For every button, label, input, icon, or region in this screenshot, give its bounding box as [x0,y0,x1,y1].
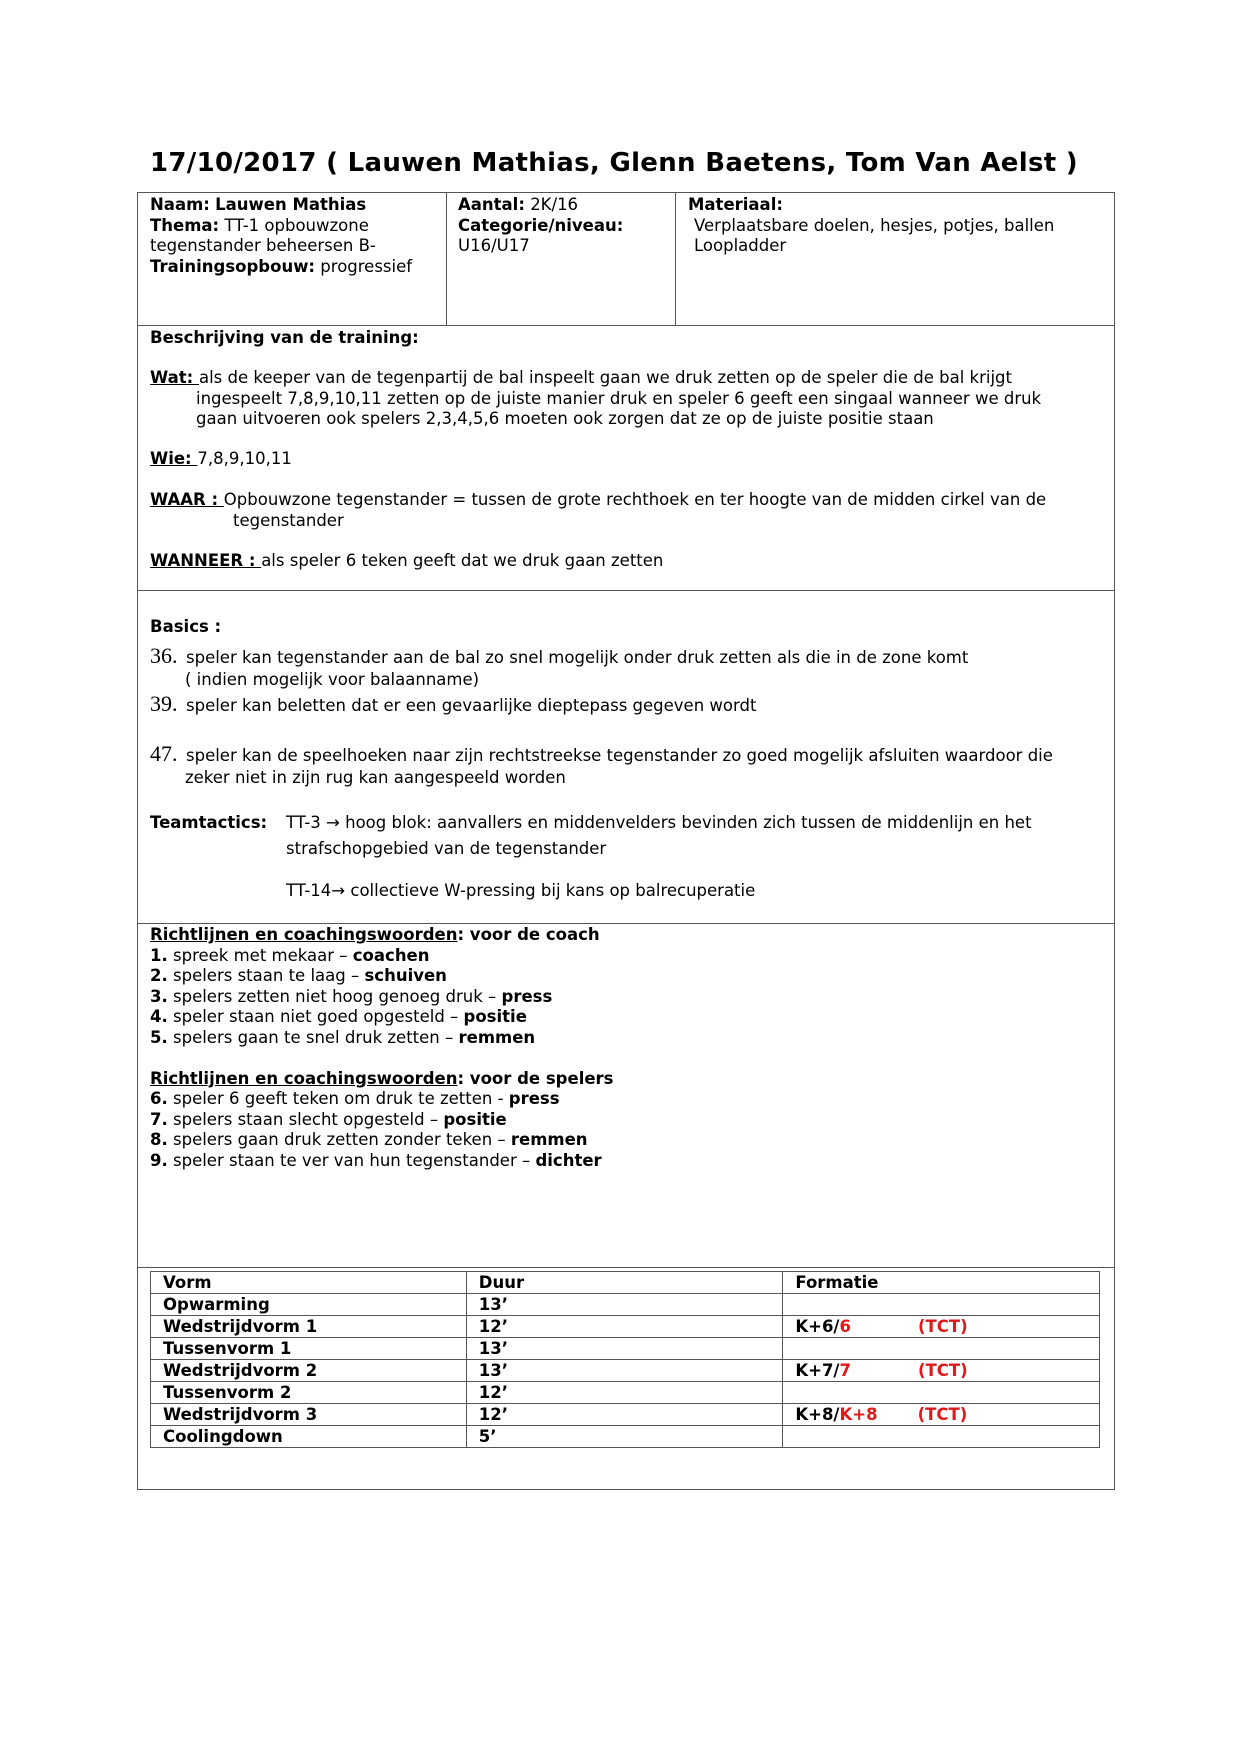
wanneer-label: WANNEER : [150,551,262,570]
formatie-base: K+8/ [795,1405,840,1424]
item-keyword: remmen [458,1027,536,1047]
cell-vorm: Wedstrijdvorm 3 [151,1404,467,1426]
list-item [150,966,447,987]
item-number: 7. [150,1109,168,1129]
table-row [151,1338,1100,1360]
wanneer-line [150,551,663,572]
cell-duur: 12’ [466,1382,783,1404]
cell-vorm: Wedstrijdvorm 2 [151,1360,467,1382]
cell-vorm: Opwarming [151,1294,467,1316]
list-item [150,946,430,967]
table-header-row [151,1272,1100,1294]
basics-heading: Basics : [150,617,222,636]
thema-value: TT-1 opbouwzone [224,215,369,235]
cell-formatie [783,1360,1100,1382]
naam-line [150,195,366,216]
header-duur: Duur [466,1272,783,1294]
table-row [151,1294,1100,1316]
item-text: spelers zetten niet hoog genoeg druk – [173,986,502,1006]
item-text: spelers gaan druk zetten zonder teken – [173,1130,511,1149]
divider [138,1267,1114,1268]
cell-formatie [783,1382,1100,1404]
cell-formatie [783,1316,1100,1338]
waar-line [150,490,1046,511]
categorie-label: Categorie/niveau: [458,215,624,235]
item-text: speler 6 geeft teken om druk te zetten - [173,1089,509,1108]
formatie-red: K+8 [839,1405,878,1424]
item-keyword: positie [463,1007,527,1026]
cell-duur: 5’ [466,1426,783,1448]
header-vorm: Vorm [151,1272,467,1294]
formatie-base: K+7/ [795,1361,840,1380]
wie-value: 7,8,9,10,11 [197,449,292,468]
item-keyword: press [508,1089,560,1108]
item-text: spelers staan te laag – [173,966,365,985]
thema-label: Thema: [150,215,220,235]
beschrijving-heading: Beschrijving van de training: [150,328,419,347]
item-number: 6. [150,1089,168,1108]
table-row [151,1316,1100,1338]
tt3-text-2: strafschopgebied van de tegenstander [286,839,607,858]
divider [138,923,1114,924]
cell-duur: 13’ [466,1338,783,1360]
item-keyword: dichter [535,1150,602,1170]
item-number: 9. [150,1150,168,1170]
materiaal-line-1: Verplaatsbare doelen, hesjes, potjes, ballen [694,215,1055,235]
item-number: 5. [150,1027,168,1047]
categorie-value: U16/U17 [458,236,530,255]
divider [446,193,447,325]
wie-label: Wie: [150,449,198,468]
item-keyword: positie [443,1109,507,1129]
tt14-text: TT-14→ collectieve W-pressing bij kans op balrecuperatie [286,881,756,900]
formatie-red: 6 [839,1317,851,1336]
item-number: 8. [150,1130,168,1149]
divider [138,590,1114,591]
item-keyword: press [501,986,553,1006]
item-text: speler staan niet goed opgesteld – [173,1007,464,1026]
divider [675,193,676,325]
materiaal-line-2: Loopladder [694,236,787,255]
cell-formatie [783,1404,1100,1426]
cell-vorm: Wedstrijdvorm 1 [151,1316,467,1338]
list-item [150,1151,602,1172]
teamtactics-label: Teamtactics: [150,813,268,832]
table-row [151,1426,1100,1448]
formatie-tag: (TCT) [917,1405,968,1424]
naam-label: Naam: [150,195,210,214]
basic-text-2: ( indien mogelijk voor balaanname) [185,670,480,689]
heading-underlined: Richtlijnen en coachingswoorden [150,925,458,944]
basic-number: 39. [150,691,178,716]
thema-line [150,216,369,237]
player-guidelines-heading [150,1069,614,1090]
waar-label: WAAR : [150,490,224,509]
basic-number: 47. [150,741,178,766]
wat-label: Wat: [150,368,199,387]
basic-text: speler kan beletten dat er een gevaarlijke dieptepass gegeven wordt [186,696,757,715]
tt3-text: TT-3 → hoog blok: aanvallers en middenvelders bevinden zich tussen de middenlijn en het [286,813,1032,832]
waar-text: Opbouwzone tegenstander = tussen de grote rechthoek en ter hoogte van de midden cirkel van de [223,490,1047,509]
wat-text-2: ingespeelt 7,8,9,10,11 zetten op de juiste manier druk en speler 6 geeft een singaal wanneer we druk [196,388,1042,408]
item-keyword: coachen [352,945,430,965]
cell-duur: 13’ [466,1294,783,1316]
formatie-tag: (TCT) [917,1317,968,1336]
cell-duur: 12’ [466,1404,783,1426]
list-item [150,1089,560,1110]
basic-number: 36. [150,643,178,668]
header-formatie: Formatie [783,1272,1100,1294]
list-item [150,1007,527,1028]
opbouw-value: progressief [320,256,413,276]
cell-formatie [783,1426,1100,1448]
divider [138,325,1114,326]
heading-rest: : voor de spelers [457,1068,614,1088]
cell-vorm: Tussenvorm 1 [151,1338,467,1360]
table-row [151,1360,1100,1382]
item-number: 3. [150,986,168,1006]
waar-text-2: tegenstander [233,510,344,530]
wie-line [150,449,292,470]
cell-vorm: Coolingdown [151,1426,467,1448]
aantal-line [458,195,578,216]
cell-formatie [783,1294,1100,1316]
cell-vorm: Tussenvorm 2 [151,1382,467,1404]
aantal-label: Aantal: [458,195,525,214]
item-keyword: remmen [510,1130,588,1149]
formatie-red: 7 [839,1361,851,1380]
table-row [151,1404,1100,1426]
list-item [150,1028,535,1049]
table-row [151,1382,1100,1404]
cell-duur: 13’ [466,1360,783,1382]
item-text: speler staan te ver van hun tegenstander – [173,1150,536,1170]
cell-duur: 12’ [466,1316,783,1338]
training-form [137,192,1115,1490]
basic-text: speler kan tegenstander aan de bal zo snel mogelijk onder druk zetten als die in de zone komt [186,648,969,667]
materiaal-label: Materiaal: [688,195,783,214]
formatie-base: K+6/ [795,1317,840,1336]
heading-rest: : voor de coach [457,925,600,944]
opbouw-line [150,257,412,278]
naam-value: Lauwen Mathias [215,195,367,214]
heading-underlined: Richtlijnen en coachingswoorden [150,1068,458,1088]
wat-text-3: gaan uitvoeren ook spelers 2,3,4,5,6 moeten ook zorgen dat ze op de juiste positie staan [196,409,934,428]
wat-line [150,368,1012,389]
basic-text-2: zeker niet in zijn rug kan aangespeeld worden [185,768,566,787]
aantal-value: 2K/16 [530,195,579,214]
wanneer-value: als speler 6 teken geeft dat we druk gaan zetten [261,551,664,570]
page-title: 17/10/2017 ( Lauwen Mathias, Glenn Baetens, Tom Van Aelst ) [150,148,1078,178]
cell-formatie [783,1338,1100,1360]
list-item [150,987,552,1008]
item-number: 1. [150,945,168,965]
item-text: spelers gaan te snel druk zetten – [173,1027,459,1047]
formatie-tag: (TCT) [917,1361,968,1380]
item-text: spelers staan slecht opgesteld – [173,1109,444,1129]
thema-value-2: tegenstander beheersen B- [150,236,376,255]
schedule-table [150,1271,1100,1448]
list-item [150,1130,588,1151]
basic-text: speler kan de speelhoeken naar zijn rechtstreekse tegenstander zo goed mogelijk afsluiten waardoor die [186,746,1053,765]
item-keyword: schuiven [364,966,447,985]
list-item [150,1110,507,1131]
item-text: spreek met mekaar – [173,945,353,965]
wat-text: als de keeper van de tegenpartij de bal inspeelt gaan we druk zetten op de speler die de bal krijgt [198,368,1012,387]
item-number: 4. [150,1007,168,1026]
coach-guidelines-heading [150,925,600,946]
item-number: 2. [150,966,168,985]
opbouw-label: Trainingsopbouw: [150,256,316,276]
